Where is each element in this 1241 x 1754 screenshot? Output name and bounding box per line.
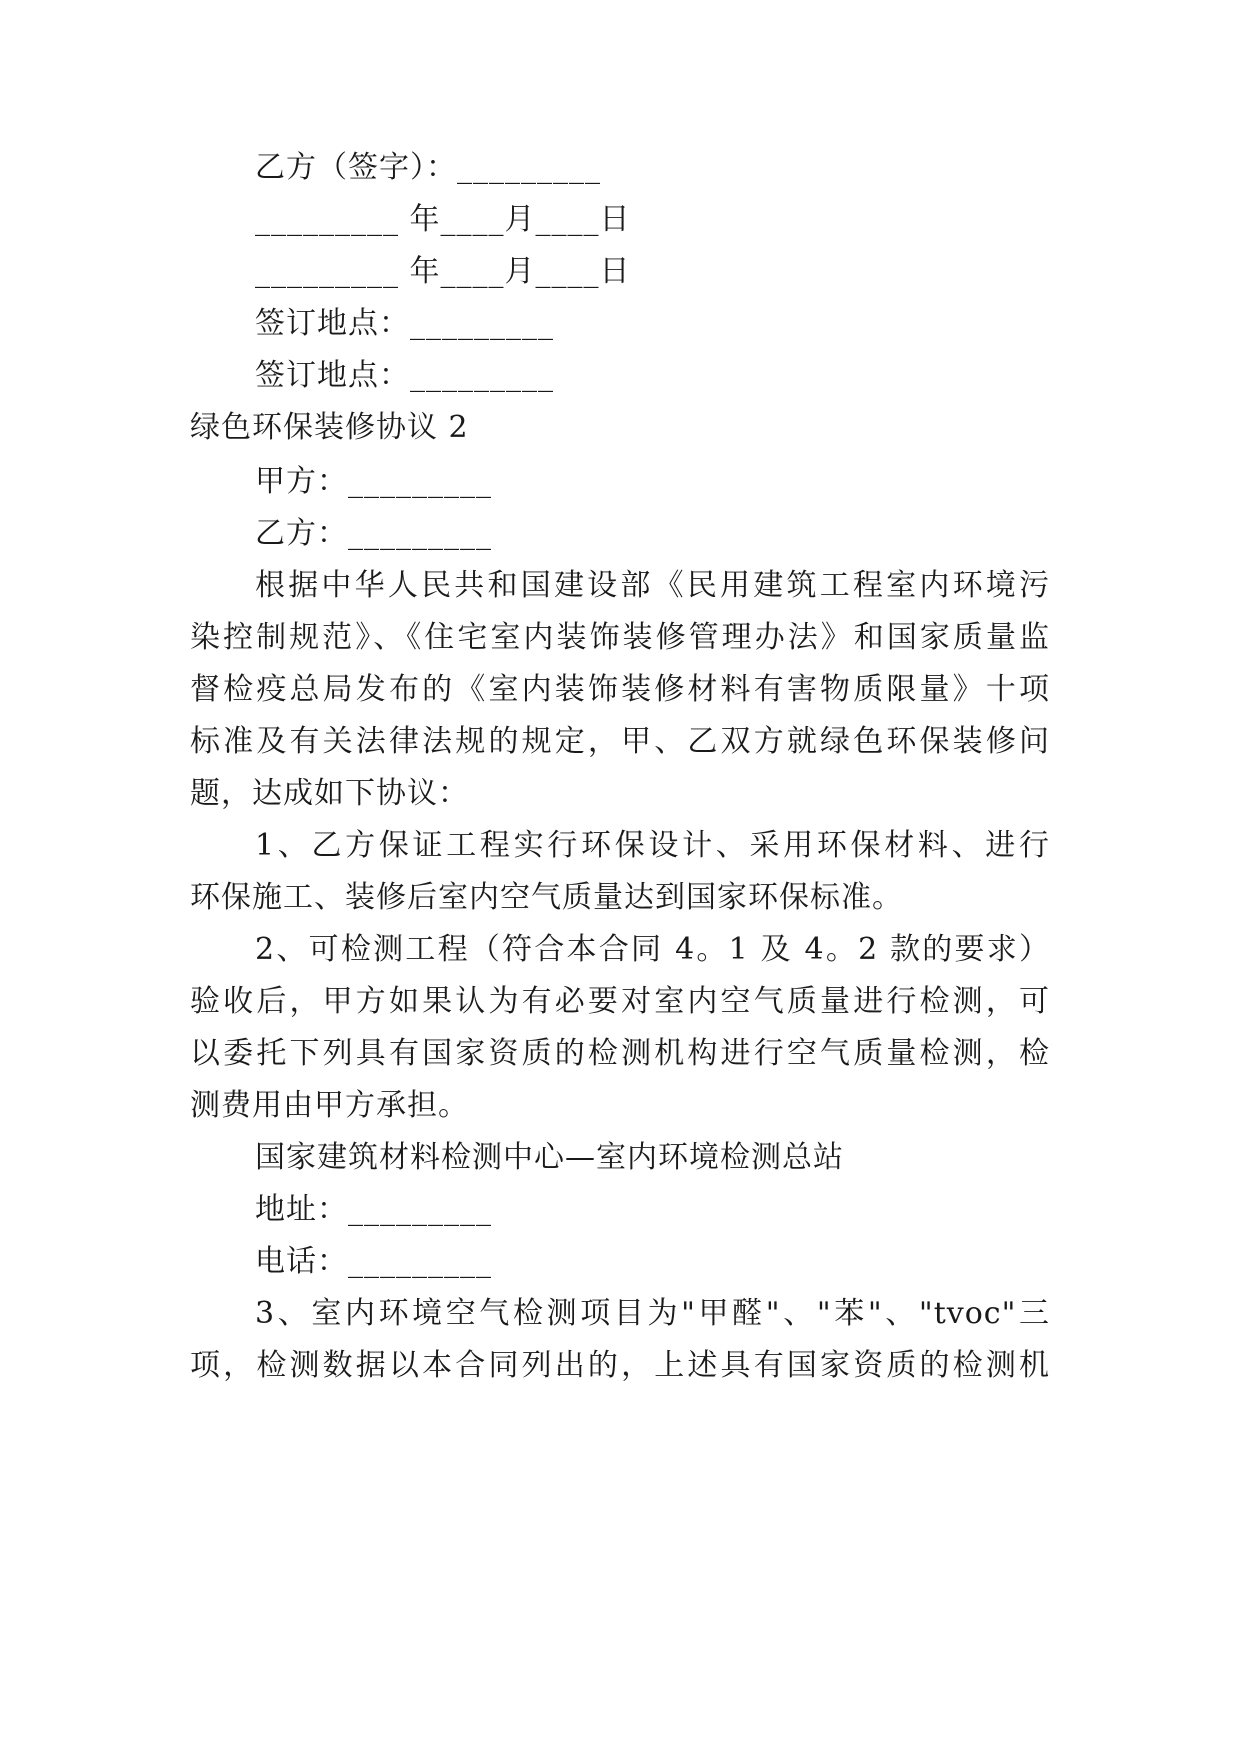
section-title: 绿色环保装修协议 2 <box>190 410 469 445</box>
address-line: 地址：_________ <box>255 1192 492 1227</box>
clause-2-line: 验收后，甲方如果认为有必要对室内空气质量进行检测，可 <box>190 984 1050 1019</box>
clause-3-line: 3、室内环境空气检测项目为"甲醛"、"苯"、"tvoc"三 <box>255 1296 1050 1331</box>
paragraph-line: 根据中华人民共和国建设部《民用建筑工程室内环境污 <box>255 568 1050 603</box>
clause-1-line: 1、乙方保证工程实行环保设计、采用环保材料、进行 <box>255 828 1050 863</box>
clause-2-line: 测费用由甲方承担。 <box>190 1088 469 1123</box>
clause-3-line: 项，检测数据以本合同列出的，上述具有国家资质的检测机 <box>190 1348 1050 1383</box>
signing-place-line: 签订地点：_________ <box>255 306 554 341</box>
testing-center-name: 国家建筑材料检测中心—室内环境检测总站 <box>255 1140 844 1175</box>
signing-place-line: 签订地点：_________ <box>255 358 554 393</box>
paragraph-line: 染控制规范》、《住宅室内装饰装修管理办法》和国家质量监 <box>190 620 1050 655</box>
clause-1-line: 环保施工、装修后室内空气质量达到国家环保标准。 <box>190 880 903 915</box>
party-b-line: 乙方：_________ <box>255 516 492 551</box>
party-a-line: 甲方：_________ <box>255 464 492 499</box>
phone-line: 电话：_________ <box>255 1244 492 1279</box>
party-b-signature-line: 乙方（签字）：_________ <box>255 150 601 185</box>
paragraph-line: 题，达成如下协议： <box>190 776 469 811</box>
date-line: _________ 年____月____日 <box>255 254 631 289</box>
clause-2-line: 以委托下列具有国家资质的检测机构进行空气质量检测，检 <box>190 1036 1050 1071</box>
clause-2-line: 2、可检测工程（符合本合同 4。1 及 4。2 款的要求） <box>255 932 1050 967</box>
date-line: _________ 年____月____日 <box>255 202 631 237</box>
paragraph-line: 督检疫总局发布的《室内装饰装修材料有害物质限量》十项 <box>190 672 1050 707</box>
paragraph-line: 标准及有关法律法规的规定，甲、乙双方就绿色环保装修问 <box>190 724 1050 759</box>
